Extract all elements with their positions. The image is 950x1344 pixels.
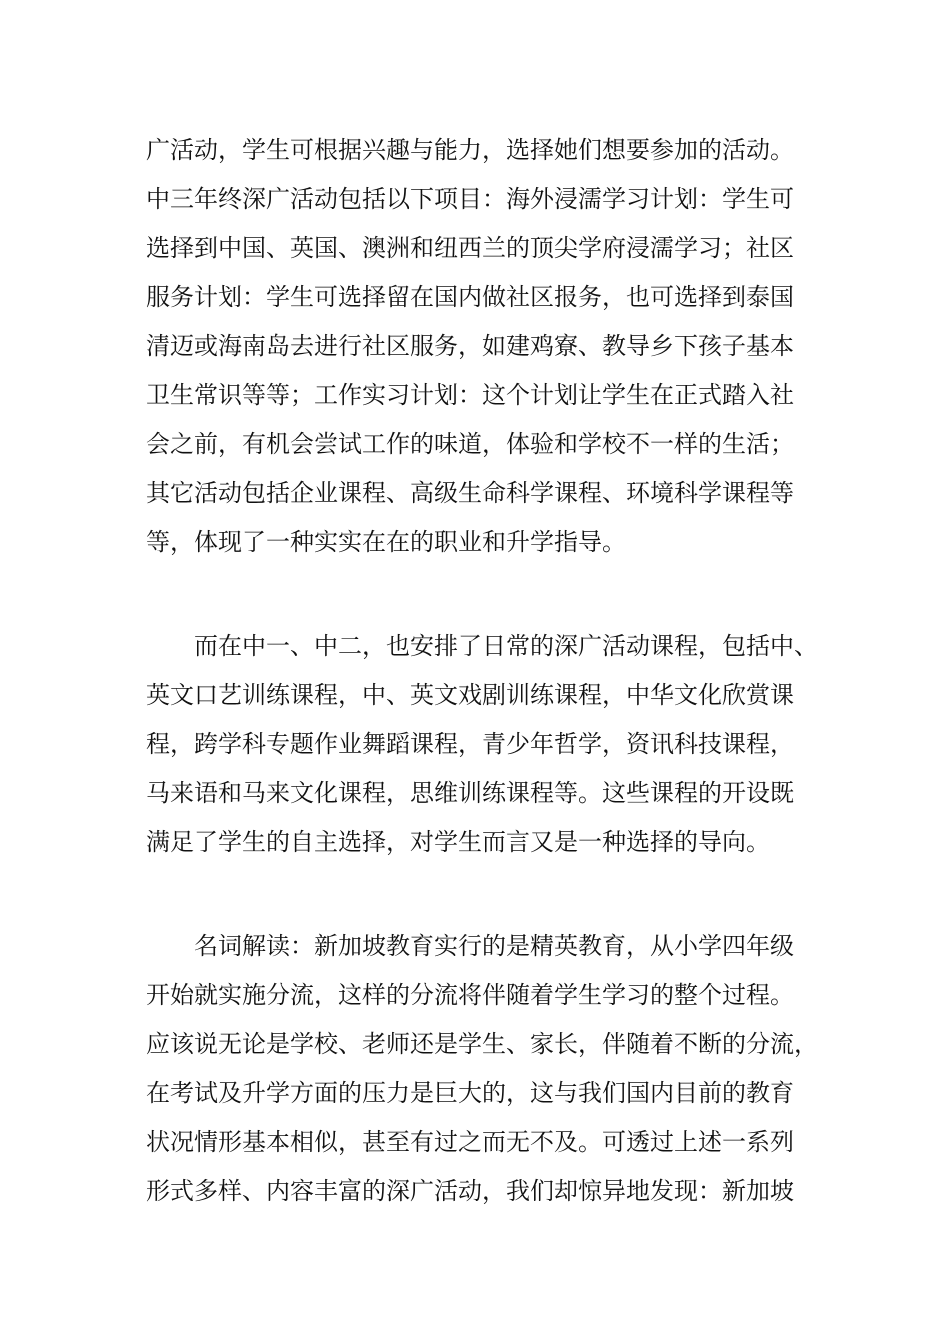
paragraph-line: 程，跨学科专题作业舞蹈课程，青少年哲学，资讯科技课程，: [146, 730, 794, 758]
paragraph-line: 状况情形基本相似，甚至有过之而无不及。可透过上述一系列: [146, 1128, 794, 1156]
paragraph-line: 满足了学生的自主选择，对学生而言又是一种选择的导向。: [146, 828, 770, 856]
paragraph-line: 开始就实施分流，这样的分流将伴随着学生学习的整个过程。: [146, 981, 794, 1009]
paragraph-line: 马来语和马来文化课程，思维训练课程等。这些课程的开设既: [146, 779, 794, 807]
paragraph-line: 会之前，有机会尝试工作的味道，体验和学校不一样的生活；: [146, 430, 794, 458]
paragraph-line: 广活动，学生可根据兴趣与能力，选择她们想要参加的活动。: [146, 136, 794, 164]
paragraph-line: 卫生常识等等；工作实习计划：这个计划让学生在正式踏入社: [146, 381, 794, 409]
paragraph-line: 而在中一、中二，也安排了日常的深广活动课程，包括中、: [194, 632, 818, 660]
paragraph-line: 应该说无论是学校、老师还是学生、家长，伴随着不断的分流，: [146, 1030, 818, 1058]
paragraph-line: 在考试及升学方面的压力是巨大的，这与我们国内目前的教育: [146, 1079, 794, 1107]
paragraph-line: 名词解读：新加坡教育实行的是精英教育，从小学四年级: [194, 932, 794, 960]
paragraph-line: 清迈或海南岛去进行社区服务，如建鸡寮、教导乡下孩子基本: [146, 332, 794, 360]
paragraph-line: 服务计划：学生可选择留在国内做社区报务，也可选择到泰国: [146, 283, 794, 311]
paragraph-line: 英文口艺训练课程，中、英文戏剧训练课程，中华文化欣赏课: [146, 681, 794, 709]
paragraph-line: 中三年终深广活动包括以下项目：海外浸濡学习计划：学生可: [146, 185, 794, 213]
paragraph-line: 其它活动包括企业课程、高级生命科学课程、环境科学课程等: [146, 479, 794, 507]
paragraph-line: 等，体现了一种实实在在的职业和升学指导。: [146, 528, 626, 556]
paragraph-line: 形式多样、内容丰富的深广活动，我们却惊异地发现：新加坡: [146, 1177, 794, 1205]
paragraph-line: 选择到中国、英国、澳洲和纽西兰的顶尖学府浸濡学习；社区: [146, 234, 794, 262]
